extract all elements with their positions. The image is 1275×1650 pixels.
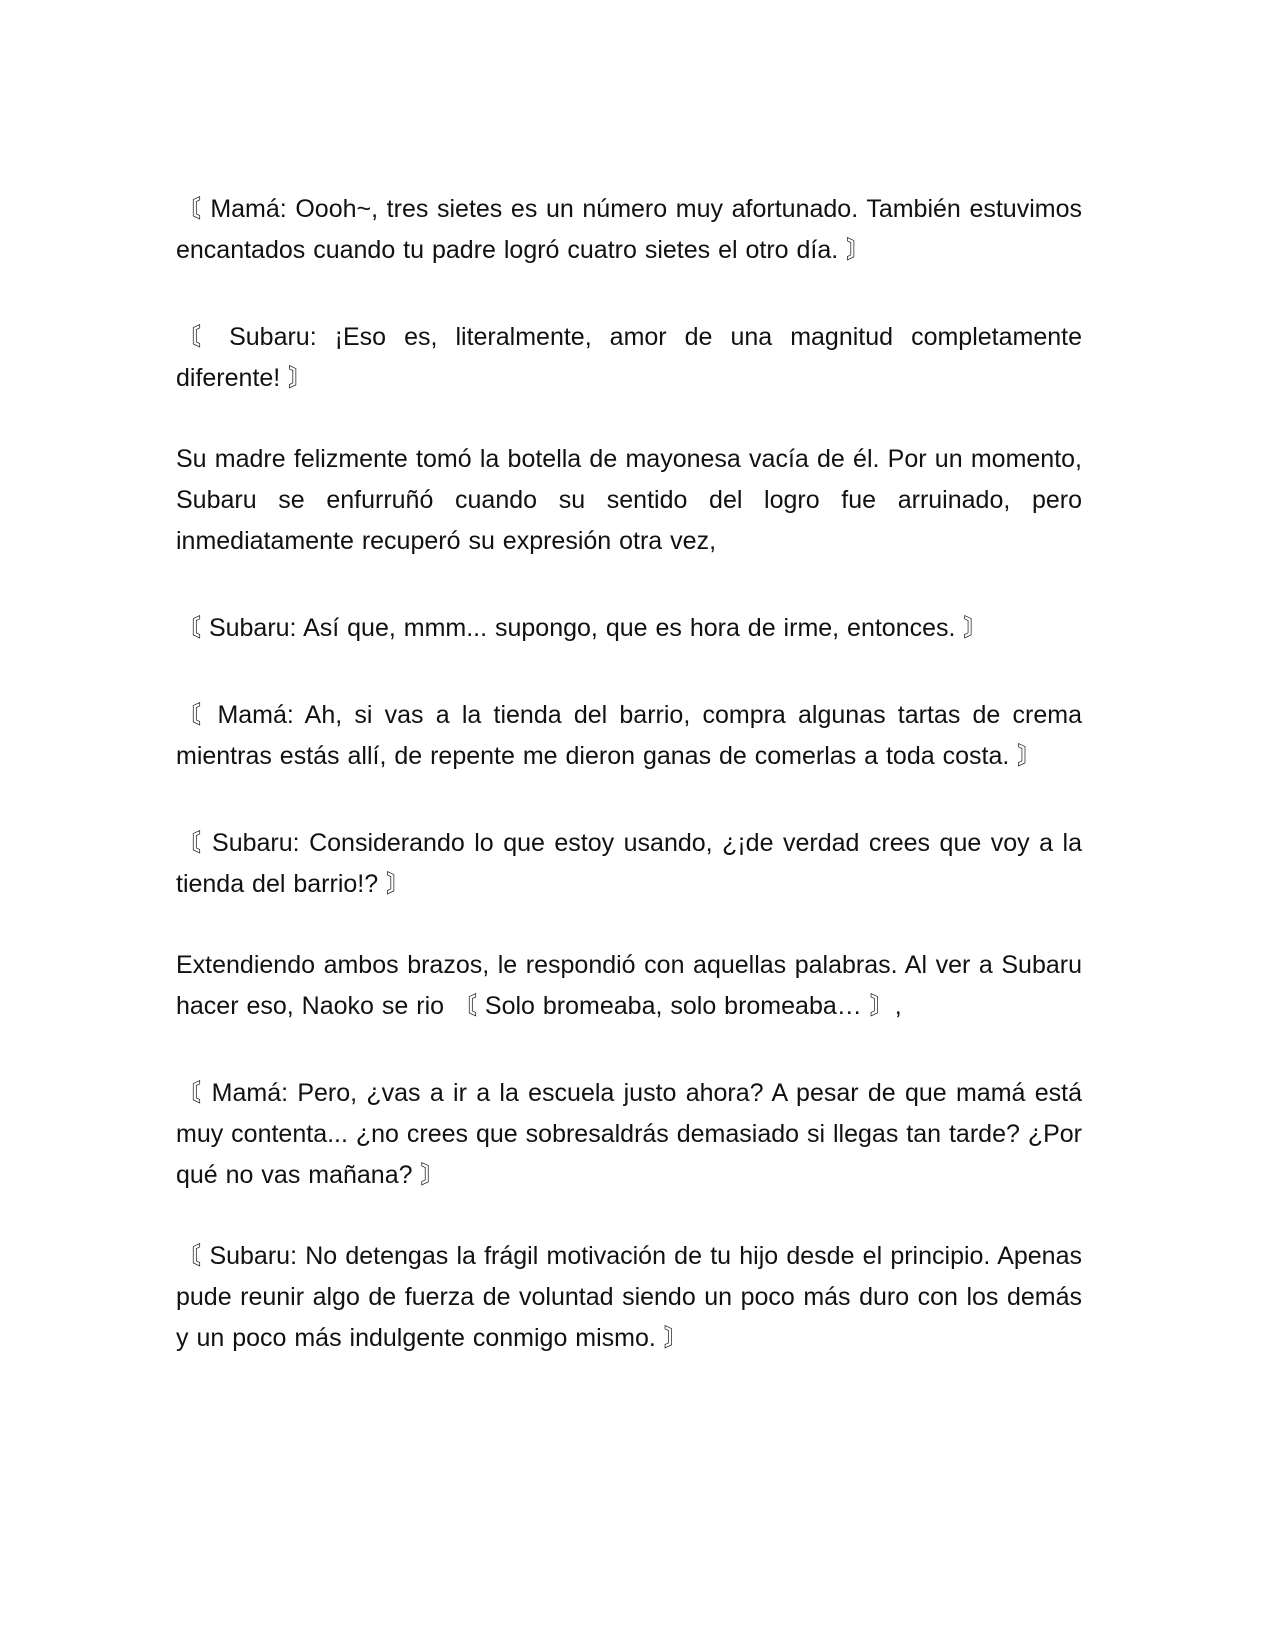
paragraph-2: 〘 Subaru: ¡Eso es, literalmente, amor de una magnitud completamente diferente! 〙 — [176, 323, 1082, 392]
paragraph-4: 〘 Subaru: Así que, mmm... supongo, que es hora de irme, entonces. 〙 — [176, 614, 989, 642]
paragraph-1: 〘 Mamá: Oooh~, tres sietes es un número muy afortunado. También estuvimos encantados cuando tu padre logró cuatro sietes el otro día. 〙 — [176, 195, 1082, 264]
text-column — [176, 189, 1082, 1359]
paragraph-7: Extendiendo ambos brazos, le respondió con aquellas palabras. Al ver a Subaru hacer eso, Naoko se rio 〘 Solo bromeaba, solo bromeaba… 〙, — [176, 951, 1082, 1020]
paragraph-5: 〘 Mamá: Ah, si vas a la tienda del barrio, compra algunas tartas de crema mientras estás allí, de repente me dieron ganas de comerlas a toda costa. 〙 — [176, 701, 1082, 770]
paragraph-9: 〘 Subaru: No detengas la frágil motivación de tu hijo desde el principio. Apenas pude reunir algo de fuerza de voluntad siendo un poco más duro con los demás y un poco más indulgente conmigo mismo. 〙 — [176, 1242, 1082, 1352]
paragraph-8: 〘 Mamá: Pero, ¿vas a ir a la escuela justo ahora? A pesar de que mamá está muy contenta... ¿no crees que sobresaldrás demasiado si llegas tan tarde? ¿Por qué no vas mañana? 〙 — [176, 1079, 1082, 1189]
paragraph-3: Su madre felizmente tomó la botella de mayonesa vacía de él. Por un momento, Subaru se enfurruñó cuando su sentido del logro fue arruinado, pero inmediatamente recuperó su expresión otra vez, — [176, 445, 1082, 555]
paragraph-6: 〘 Subaru: Considerando lo que estoy usando, ¿¡de verdad crees que voy a la tienda del barrio!? 〙 — [176, 829, 1082, 898]
